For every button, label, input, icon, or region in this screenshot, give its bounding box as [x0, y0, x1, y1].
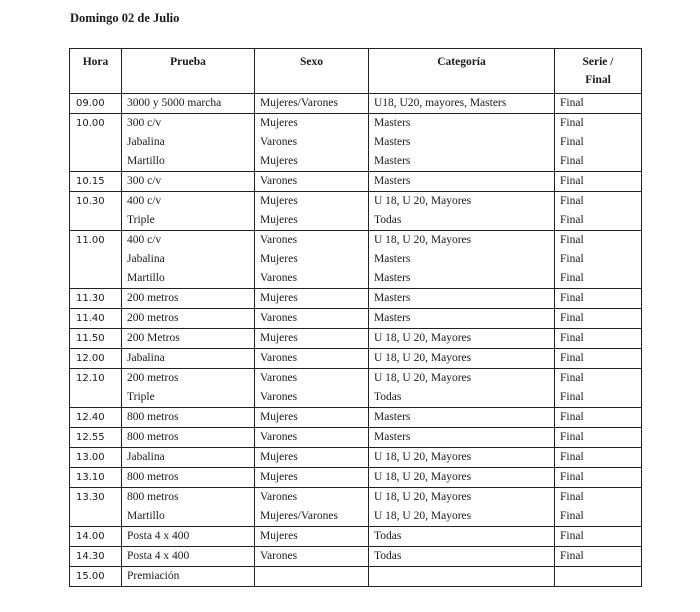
cell-serie: Final [555, 468, 642, 488]
cell-sexo: Mujeres [255, 114, 369, 134]
cell-prueba: Triple [122, 388, 255, 408]
cell-hora: 11.00 [70, 231, 122, 251]
table-row [70, 211, 642, 231]
cell-categoria: Todas [369, 388, 555, 408]
cell-hora: 10.00 [70, 114, 122, 134]
cell-categoria: U 18, U 20, Mayores [369, 468, 555, 488]
cell-prueba: Triple [122, 211, 255, 231]
cell-categoria: U 18, U 20, Mayores [369, 488, 555, 508]
cell-categoria: Masters [369, 114, 555, 134]
cell-sexo: Mujeres/Varones [255, 94, 369, 114]
cell-hora: 12.10 [70, 369, 122, 389]
cell-serie: Final [555, 507, 642, 527]
cell-serie: Final [555, 250, 642, 269]
cell-categoria: Masters [369, 133, 555, 152]
table-row [70, 172, 642, 192]
cell-hora [70, 133, 122, 152]
cell-hora: 11.30 [70, 289, 122, 309]
header-sexo: Sexo [255, 49, 369, 94]
cell-sexo: Varones [255, 349, 369, 369]
cell-hora: 11.40 [70, 309, 122, 329]
cell-hora [70, 152, 122, 172]
cell-prueba: 800 metros [122, 488, 255, 508]
cell-hora: 10.15 [70, 172, 122, 192]
table-row [70, 369, 642, 389]
cell-sexo: Mujeres [255, 152, 369, 172]
cell-categoria: Masters [369, 269, 555, 289]
cell-sexo: Varones [255, 547, 369, 567]
header-serie-line1: Serie / [582, 56, 614, 68]
cell-prueba: Martillo [122, 269, 255, 289]
cell-serie: Final [555, 428, 642, 448]
cell-sexo: Varones [255, 231, 369, 251]
cell-sexo: Mujeres [255, 408, 369, 428]
cell-categoria: U 18, U 20, Mayores [369, 192, 555, 212]
table-row [70, 388, 642, 408]
cell-categoria: Masters [369, 152, 555, 172]
cell-serie: Final [555, 527, 642, 547]
cell-prueba: 300 c/v [122, 114, 255, 134]
cell-sexo: Varones [255, 172, 369, 192]
table-row [70, 349, 642, 369]
table-row [70, 507, 642, 527]
cell-serie: Final [555, 269, 642, 289]
header-categoria: Categoría [369, 49, 555, 94]
cell-prueba: Jabalina [122, 133, 255, 152]
cell-categoria: U 18, U 20, Mayores [369, 369, 555, 389]
cell-categoria [369, 567, 555, 587]
cell-serie: Final [555, 94, 642, 114]
cell-serie: Final [555, 289, 642, 309]
cell-prueba: 3000 y 5000 marcha [122, 94, 255, 114]
cell-prueba: Jabalina [122, 250, 255, 269]
table-row [70, 94, 642, 114]
cell-categoria: Masters [369, 172, 555, 192]
cell-prueba: 400 c/v [122, 192, 255, 212]
cell-sexo: Varones [255, 133, 369, 152]
header-serie-final [555, 49, 642, 94]
cell-prueba: 300 c/v [122, 172, 255, 192]
cell-prueba: Posta 4 x 400 [122, 527, 255, 547]
cell-serie: Final [555, 192, 642, 212]
table-row [70, 309, 642, 329]
cell-serie: Final [555, 448, 642, 468]
cell-hora [70, 250, 122, 269]
cell-hora: 09.00 [70, 94, 122, 114]
cell-prueba: Jabalina [122, 448, 255, 468]
cell-sexo: Mujeres [255, 448, 369, 468]
cell-categoria: U 18, U 20, Mayores [369, 448, 555, 468]
cell-sexo: Varones [255, 488, 369, 508]
cell-prueba: Martillo [122, 152, 255, 172]
cell-serie: Final [555, 547, 642, 567]
cell-categoria: Masters [369, 408, 555, 428]
cell-hora: 11.50 [70, 329, 122, 349]
cell-sexo [255, 567, 369, 587]
cell-serie: Final [555, 488, 642, 508]
schedule-table [69, 48, 642, 587]
header-row [70, 49, 642, 94]
cell-hora: 12.40 [70, 408, 122, 428]
table-row [70, 231, 642, 251]
cell-sexo: Mujeres/Varones [255, 507, 369, 527]
cell-hora: 12.00 [70, 349, 122, 369]
table-row [70, 114, 642, 134]
cell-categoria: Masters [369, 289, 555, 309]
table-row [70, 329, 642, 349]
table-row [70, 428, 642, 448]
cell-hora: 14.30 [70, 547, 122, 567]
cell-serie: Final [555, 231, 642, 251]
cell-prueba: 200 metros [122, 309, 255, 329]
cell-sexo: Mujeres [255, 329, 369, 349]
cell-prueba: 200 metros [122, 289, 255, 309]
table-row [70, 567, 642, 587]
cell-serie: Final [555, 114, 642, 134]
table-row [70, 488, 642, 508]
table-row [70, 527, 642, 547]
cell-categoria: U 18, U 20, Mayores [369, 507, 555, 527]
table-row [70, 192, 642, 212]
table-row [70, 547, 642, 567]
table-row [70, 133, 642, 152]
cell-prueba: Martillo [122, 507, 255, 527]
cell-categoria: Todas [369, 211, 555, 231]
page-title: Domingo 02 de Julio [70, 11, 180, 25]
cell-hora: 12.55 [70, 428, 122, 448]
cell-hora [70, 507, 122, 527]
cell-sexo: Varones [255, 369, 369, 389]
cell-prueba: Premiación [122, 567, 255, 587]
cell-sexo: Varones [255, 428, 369, 448]
cell-prueba: 800 metros [122, 408, 255, 428]
header-serie-line2: Final [585, 74, 611, 86]
cell-categoria: Todas [369, 527, 555, 547]
cell-categoria: Masters [369, 428, 555, 448]
cell-prueba: 400 c/v [122, 231, 255, 251]
cell-categoria: U 18, U 20, Mayores [369, 349, 555, 369]
table-row [70, 152, 642, 172]
cell-prueba: Jabalina [122, 349, 255, 369]
cell-serie: Final [555, 388, 642, 408]
cell-hora [70, 269, 122, 289]
cell-hora: 13.00 [70, 448, 122, 468]
cell-categoria: Masters [369, 309, 555, 329]
cell-serie: Final [555, 172, 642, 192]
table-row [70, 269, 642, 289]
table-row [70, 448, 642, 468]
cell-sexo: Mujeres [255, 192, 369, 212]
cell-hora: 10.30 [70, 192, 122, 212]
cell-serie: Final [555, 152, 642, 172]
cell-sexo: Varones [255, 309, 369, 329]
cell-categoria: Todas [369, 547, 555, 567]
cell-sexo: Mujeres [255, 250, 369, 269]
table-row [70, 250, 642, 269]
cell-prueba: 200 Metros [122, 329, 255, 349]
cell-sexo: Varones [255, 269, 369, 289]
cell-prueba: Posta 4 x 400 [122, 547, 255, 567]
cell-serie: Final [555, 211, 642, 231]
cell-hora: 15.00 [70, 567, 122, 587]
cell-hora: 14.00 [70, 527, 122, 547]
cell-serie: Final [555, 133, 642, 152]
cell-categoria: U 18, U 20, Mayores [369, 329, 555, 349]
table-row [70, 408, 642, 428]
schedule-body [70, 94, 642, 587]
cell-prueba: 800 metros [122, 428, 255, 448]
cell-hora: 13.10 [70, 468, 122, 488]
cell-categoria: U18, U20, mayores, Masters [369, 94, 555, 114]
cell-sexo: Varones [255, 388, 369, 408]
cell-prueba: 200 metros [122, 369, 255, 389]
cell-prueba: 800 metros [122, 468, 255, 488]
cell-hora: 13.30 [70, 488, 122, 508]
cell-hora [70, 211, 122, 231]
cell-categoria: Masters [369, 250, 555, 269]
cell-serie: Final [555, 329, 642, 349]
cell-sexo: Mujeres [255, 527, 369, 547]
header-hora: Hora [70, 49, 122, 94]
cell-serie: Final [555, 349, 642, 369]
cell-serie: Final [555, 309, 642, 329]
header-prueba: Prueba [122, 49, 255, 94]
cell-sexo: Mujeres [255, 468, 369, 488]
table-row [70, 289, 642, 309]
cell-sexo: Mujeres [255, 211, 369, 231]
cell-hora [70, 388, 122, 408]
cell-sexo: Mujeres [255, 289, 369, 309]
table-row [70, 468, 642, 488]
cell-serie: Final [555, 408, 642, 428]
cell-serie [555, 567, 642, 587]
cell-categoria: U 18, U 20, Mayores [369, 231, 555, 251]
cell-serie: Final [555, 369, 642, 389]
